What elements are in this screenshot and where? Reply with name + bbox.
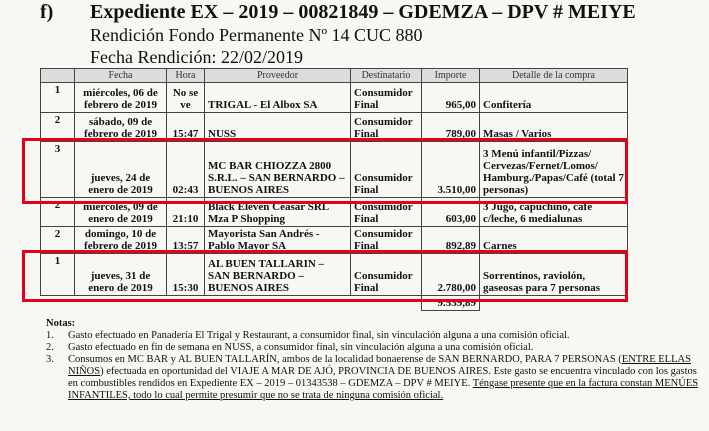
row-proveedor: NUSS <box>205 113 351 142</box>
row-hora: 02:43 <box>167 142 205 198</box>
highlight-box-buen-tallarin <box>22 250 628 302</box>
note-item <box>46 330 701 342</box>
note-number: 2. <box>46 342 54 353</box>
col-hora-header: Hora <box>167 69 205 83</box>
row-hora: 13:57 <box>167 227 205 254</box>
row-num: 1 <box>41 83 75 113</box>
row-fecha: jueves, 24 de enero de 2019 <box>75 142 167 198</box>
col-detalle-header: Detalle de la compra <box>480 69 628 83</box>
highlight-box-mc-bar <box>22 138 628 204</box>
notes-title: Notas: <box>46 318 76 329</box>
header-title-line <box>40 0 636 24</box>
row-proveedor: TRIGAL - El Albox SA <box>205 83 351 113</box>
row-detalle: Confitería <box>480 83 628 113</box>
note-number: 1. <box>46 330 54 341</box>
row-detalle: Masas / Varios <box>480 113 628 142</box>
row-destinatario: Consumidor Final <box>351 254 422 296</box>
row-destinatario: Consumidor Final <box>351 83 422 113</box>
row-detalle: 3 Menú infantil/Pizzas/ Cervezas/Fernet/Lomos/ Hamburg./Papas/Café (total 7 personas) <box>480 142 628 198</box>
fecha-rendicion: Fecha Rendición: 22/02/2019 <box>90 47 303 67</box>
row-fecha: miércoles, 09 de enero de 2019 <box>75 198 167 227</box>
row-num: 2 <box>41 113 75 142</box>
row-destinatario: Consumidor Final <box>351 142 422 198</box>
row-importe: 892,89 <box>422 227 480 254</box>
row-destinatario: Consumidor Final <box>351 227 422 254</box>
row-importe: 965,00 <box>422 83 480 113</box>
note-3-part-c: ) efectuada en oportunidad del VIAJE A MAR DE AJÓ, PROVINCIA DE BUENOS AIRES. Este gasto se encuentra vinculado con los gastos en combustibles rendidos en Expediente EX – 2019 – 01343538 – GDEMZA – DPV # MEIYE. <box>68 366 697 389</box>
row-proveedor: MC BAR CHIOZZA 2800 S.R.L. – SAN BERNARDO – BUENOS AIRES <box>205 142 351 198</box>
expediente-title: Expediente EX – 2019 – 00821849 – GDEMZA – DPV # MEIYE <box>90 1 636 23</box>
row-proveedor: Mayorista San Andrés - Pablo Mayor SA <box>205 227 351 254</box>
row-num: 1 <box>41 254 75 296</box>
row-fecha: jueves, 31 de enero de 2019 <box>75 254 167 296</box>
note-3-underlined-ninos: ENTRE ELLAS NIÑOS <box>68 354 691 377</box>
total-importe: 9.539,89 <box>422 296 480 311</box>
note-item <box>46 354 701 402</box>
col-destinatario-header: Destinatario <box>351 69 422 83</box>
row-destinatario: Consumidor Final <box>351 113 422 142</box>
row-hora: 21:10 <box>167 198 205 227</box>
row-num: 2 <box>41 198 75 227</box>
note-3-part-a: Consumos en MC BAR y AL BUEN TALLARÍN, ambos de la localidad bonaerense de SAN BERNARDO, PARA 7 PERSONAS ( <box>68 354 622 365</box>
note-3-underlined-conclusion: Téngase presente que en la factura constan MENÚES INFANTILES, todo lo cual permite presumir que no se trata de ninguna comisión oficial. <box>68 378 699 401</box>
col-fecha-header: Fecha <box>75 69 167 83</box>
row-destinatario: Consumidor Final <box>351 198 422 227</box>
table-row <box>41 83 628 113</box>
row-hora: 15:47 <box>167 113 205 142</box>
col-num-header <box>41 69 75 83</box>
row-importe: 789,00 <box>422 113 480 142</box>
row-importe: 2.780,00 <box>422 254 480 296</box>
note-text <box>68 354 701 402</box>
row-detalle: Sorrentinos, raviolón, gaseosas para 7 personas <box>480 254 628 296</box>
row-hora: No se ve <box>167 83 205 113</box>
row-hora: 15:30 <box>167 254 205 296</box>
row-num: 2 <box>41 227 75 254</box>
notes-section <box>46 318 701 402</box>
note-text: Gasto efectuado en fin de semana en NUSS, a consumidor final, sin vinculación alguna a una comisión oficial. <box>68 342 534 353</box>
row-importe: 603,00 <box>422 198 480 227</box>
row-proveedor: AL BUEN TALLARIN – SAN BERNARDO – BUENOS AIRES <box>205 254 351 296</box>
row-importe: 3.510,00 <box>422 142 480 198</box>
row-fecha: sábado, 09 de febrero de 2019 <box>75 113 167 142</box>
row-fecha: miércoles, 06 de febrero de 2019 <box>75 83 167 113</box>
row-detalle: 3 Jugo, capuchino, café c/leche, 6 medialunas <box>480 198 628 227</box>
row-proveedor: Black Eleven Ceasar SRL Mza P Shopping <box>205 198 351 227</box>
note-number: 3. <box>46 354 54 365</box>
note-text: Gasto efectuado en Panadería El Trigal y Restaurant, a consumidor final, sin vinculación alguna a una comisión oficial. <box>68 330 570 341</box>
document-header <box>40 0 636 68</box>
row-detalle: Carnes <box>480 227 628 254</box>
note-item <box>46 342 701 354</box>
section-label: f) <box>40 1 54 23</box>
col-importe-header: Importe <box>422 69 480 83</box>
rendicion-subtitle: Rendición Fondo Permanente Nº 14 CUC 880 <box>90 25 423 45</box>
col-proveedor-header: Proveedor <box>205 69 351 83</box>
table-header-row <box>41 69 628 83</box>
row-num: 3 <box>41 142 75 198</box>
row-fecha: domingo, 10 de febrero de 2019 <box>75 227 167 254</box>
